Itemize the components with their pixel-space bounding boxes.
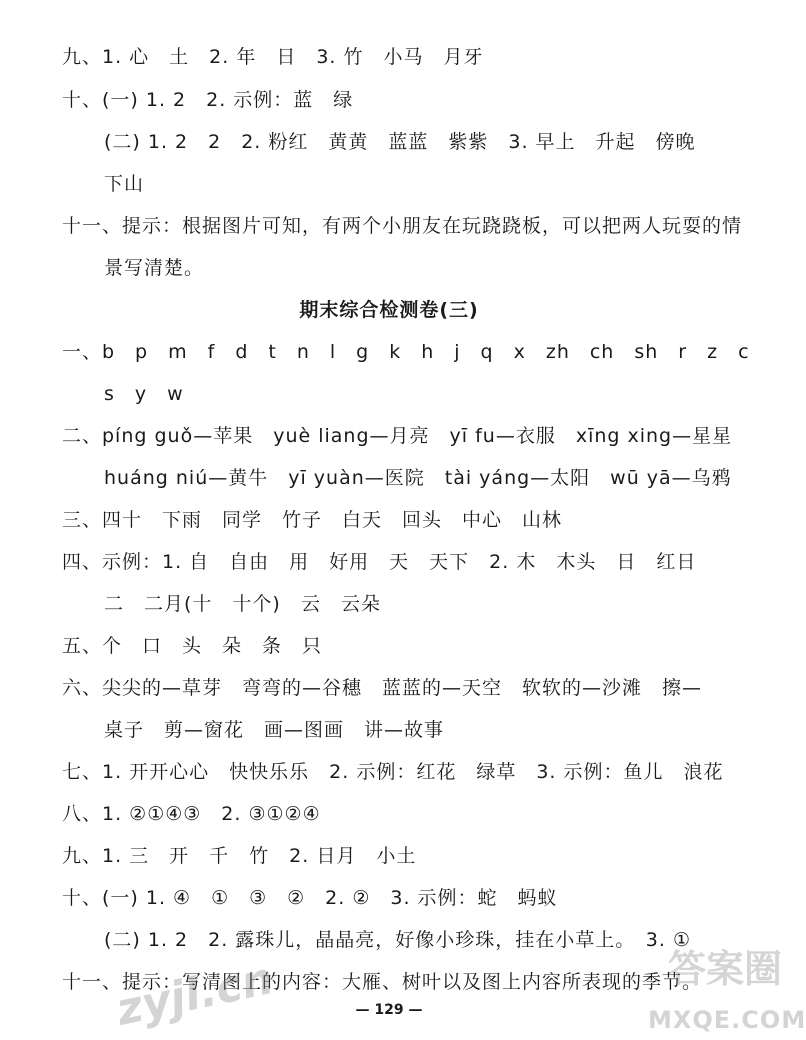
answer-line-1: 一、b p m f d t n l g k h j q x zh ch sh r z c	[62, 341, 750, 363]
answer-line-9b: 九、1. 三 开 千 竹 2. 日月 小土	[62, 845, 417, 867]
answer-line-7: 七、1. 开开心心 快快乐乐 2. 示例：红花 绿草 3. 示例：鱼儿 浪花	[62, 761, 724, 783]
answer-line-5: 五、个 口 头 朵 条 只	[62, 635, 323, 657]
answer-line-4-cont: 二 二月(十 十个) 云 云朵	[104, 593, 381, 615]
answer-line-11a-cont: 景写清楚。	[104, 257, 205, 279]
answer-line-9a: 九、1. 心 土 2. 年 日 3. 竹 小马 月牙	[62, 46, 484, 68]
answer-line-6: 六、尖尖的—草芽 弯弯的—谷穗 蓝蓝的—天空 软软的—沙滩 擦—	[62, 677, 703, 699]
answer-line-3: 三、四十 下雨 同学 竹子 白天 回头 中心 山林	[62, 509, 563, 531]
section-title: 期末综合检测卷(三)	[299, 299, 479, 321]
watermark-left: zyjl.cn	[112, 953, 278, 1036]
answer-line-10c: 十、(一) 1. ④ ① ③ ② 2. ② 3. 示例：蛇 蚂蚁	[62, 887, 558, 909]
answer-line-10d: (二) 1. 2 2. 露珠儿，晶晶亮，好像小珍珠，挂在小草上。 3. ①	[104, 929, 691, 951]
answer-line-4: 四、示例：1. 自 自由 用 好用 天 天下 2. 木 木头 日 红日	[62, 551, 697, 573]
answer-line-10b-cont: 下山	[104, 173, 145, 195]
answer-line-10a: 十、(一) 1. 2 2. 示例：蓝 绿	[62, 89, 354, 111]
page-number: — 129 —	[355, 1002, 423, 1018]
answer-line-2: 二、píng guǒ—苹果 yuè liang—月亮 yī fu—衣服 xīng xing—星星	[62, 425, 733, 447]
answer-line-10b: (二) 1. 2 2 2. 粉红 黄黄 蓝蓝 紫紫 3. 早上 升起 傍晚	[104, 131, 696, 153]
answer-line-8: 八、1. ②①④③ 2. ③①②④	[62, 803, 321, 825]
watermark-right-sub: MXQE.COM	[648, 1006, 806, 1034]
answer-line-2-cont: huáng niú—黄牛 yī yuàn—医院 tài yáng—太阳 wū yā—乌鸦	[104, 467, 732, 489]
answer-line-11b: 十一、提示：写清图上的内容：大雁、树叶以及图上内容所表现的季节。	[62, 971, 703, 993]
answer-line-11a: 十一、提示：根据图片可知，有两个小朋友在玩跷跷板，可以把两人玩耍的情	[62, 215, 743, 237]
watermark-right: 答案圈	[668, 947, 783, 991]
answer-line-6-cont: 桌子 剪—窗花 画—图画 讲—故事	[104, 719, 445, 741]
answer-line-1-cont: s y w	[104, 383, 184, 405]
